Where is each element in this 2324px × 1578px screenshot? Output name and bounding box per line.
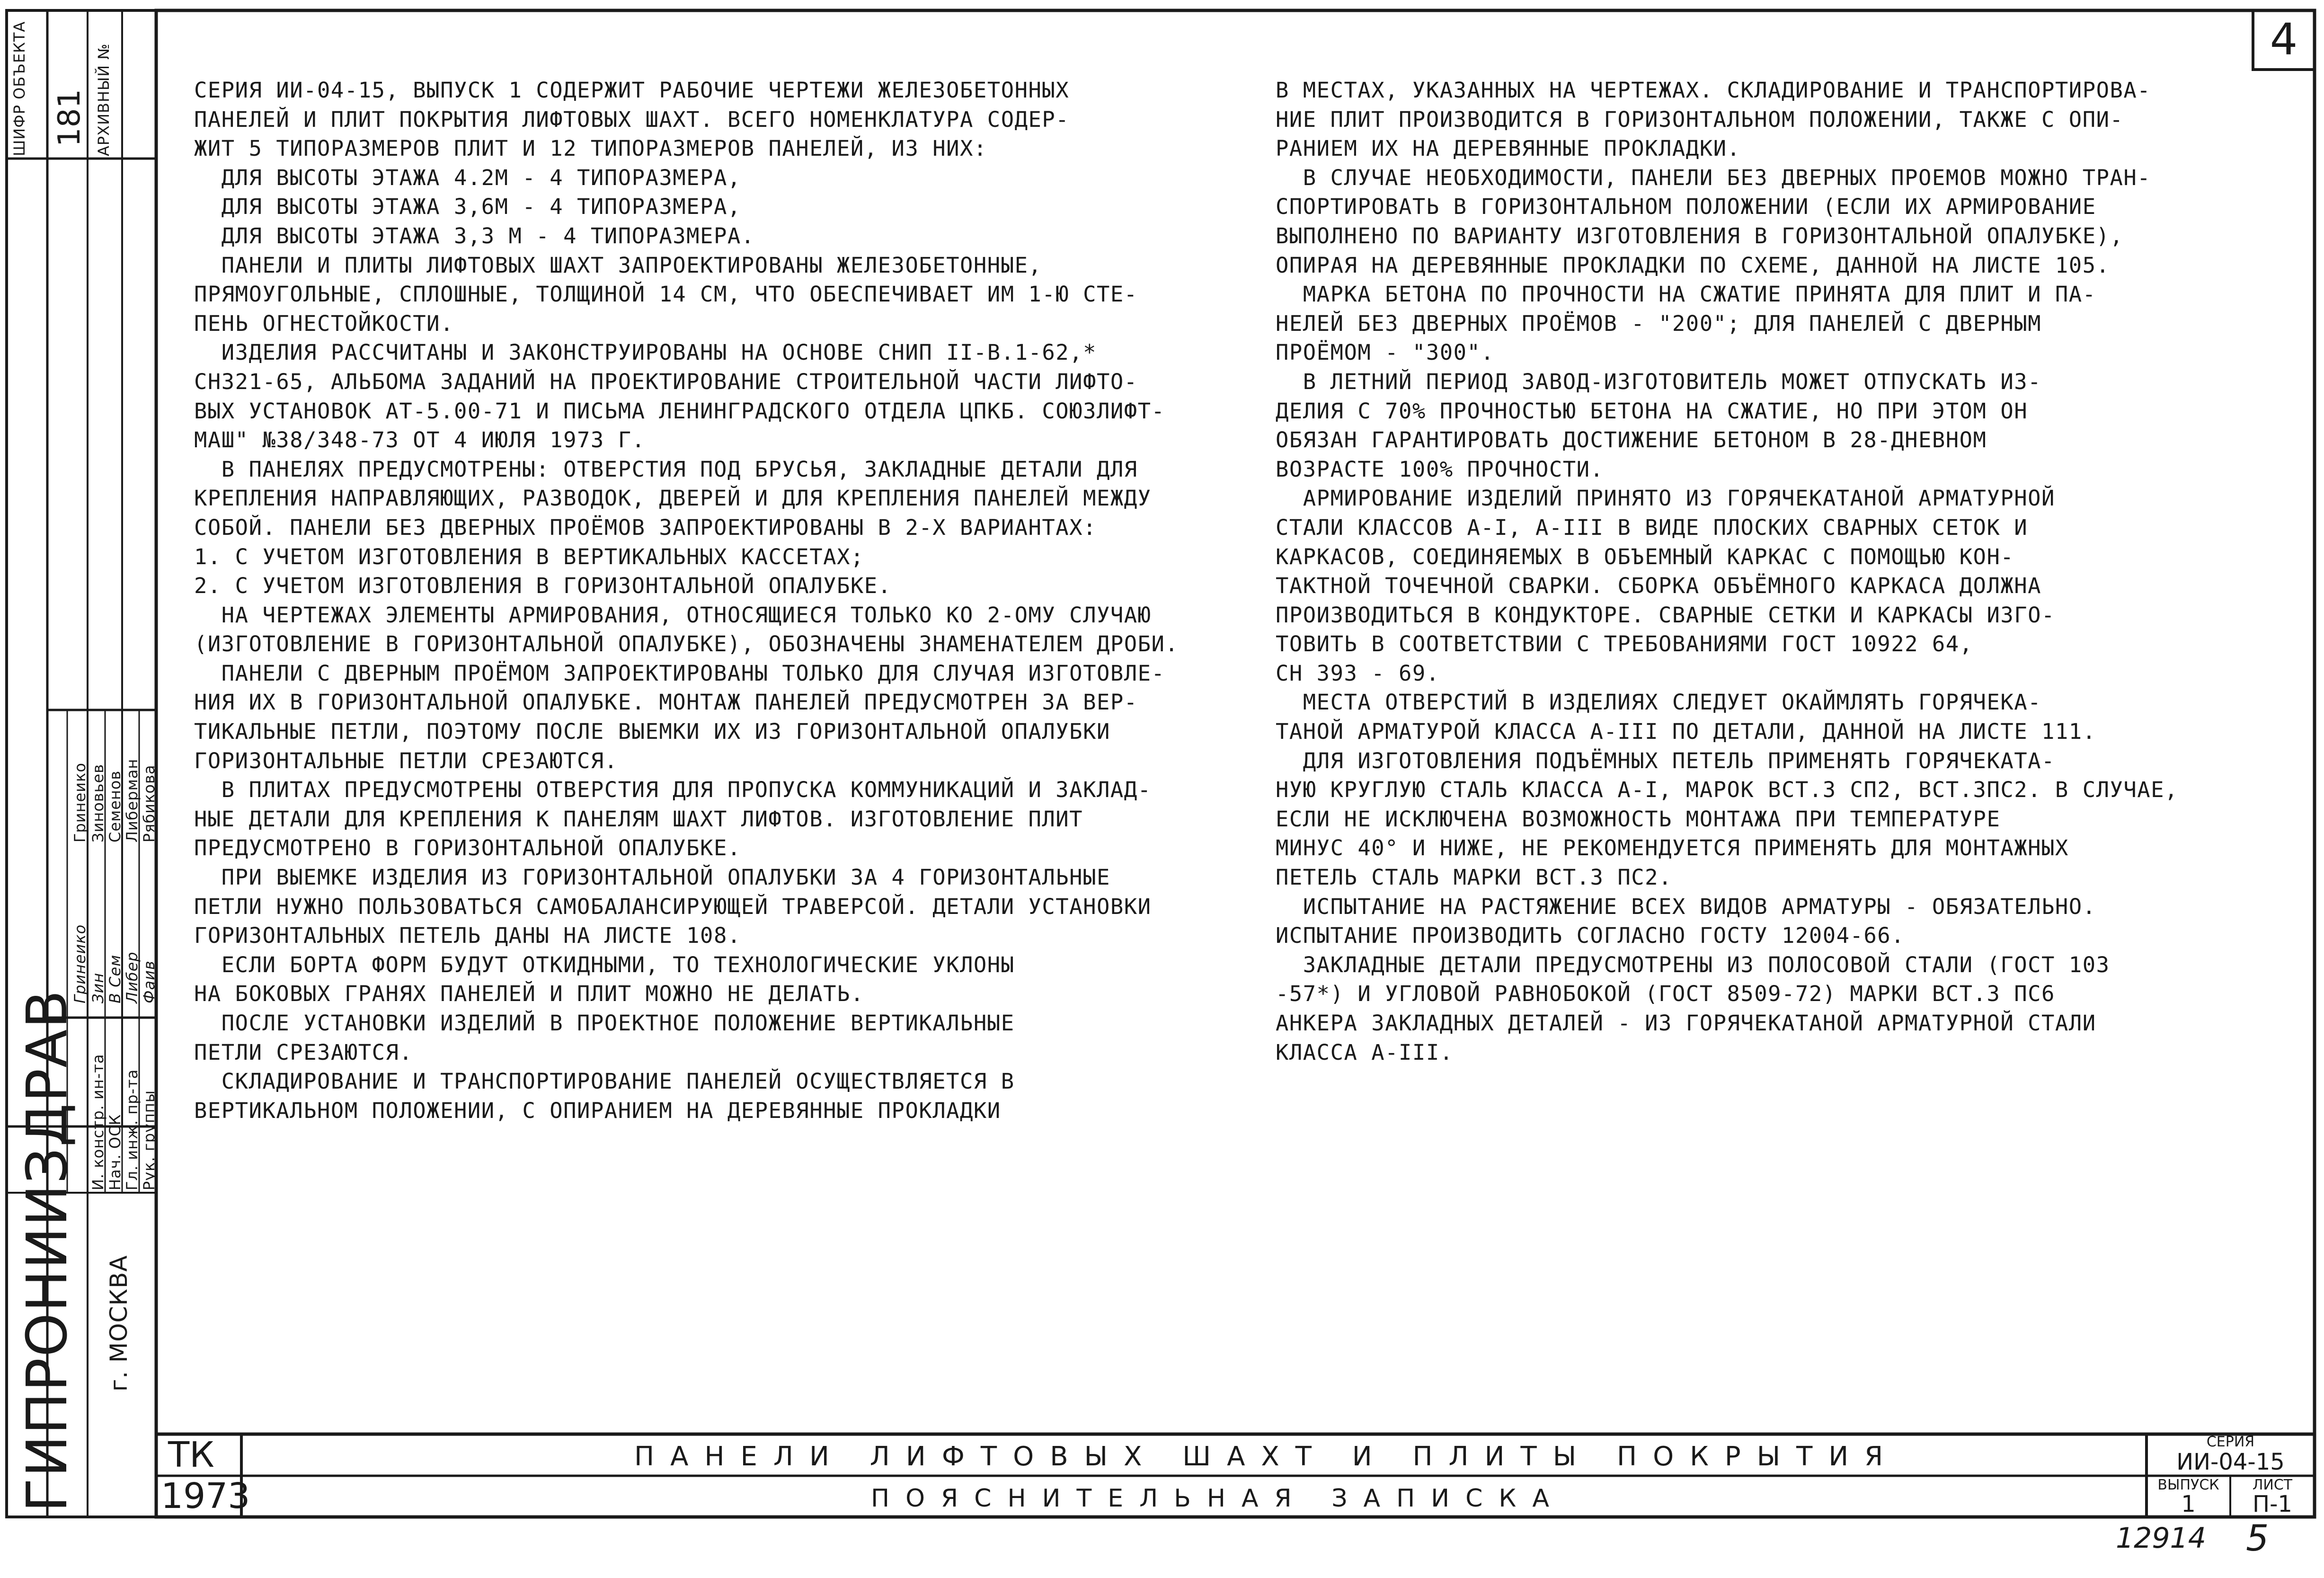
archive-label: АРХИВНЫЙ № bbox=[95, 43, 113, 156]
text-line: МЕСТА ОТВЕРСТИЙ В ИЗДЕЛИЯХ СЛЕДУЕТ ОКАЙМЛЯТЬ ГОРЯЧЕКА- bbox=[1276, 690, 2042, 715]
text-line: ДЛЯ ИЗГОТОВЛЕНИЯ ПОДЪЁМНЫХ ПЕТЕЛЬ ПРИМЕНЯТЬ ГОРЯЧЕКАТА- bbox=[1276, 748, 2055, 773]
text-line: МАРКА БЕТОНА ПО ПРОЧНОСТИ НА СЖАТИЕ ПРИНЯТА ДЛЯ ПЛИТ И ПА- bbox=[1276, 282, 2096, 307]
text-line: СПОРТИРОВАТЬ В ГОРИЗОНТАЛЬНОМ ПОЛОЖЕНИИ (ЕСЛИ ИХ АРМИРОВАНИЕ bbox=[1276, 194, 2096, 220]
text-line: ПЕТЛИ НУЖНО ПОЛЬЗОВАТЬСЯ САМОБАЛАНСИРУЮЩЕЙ ТРАВЕРСОЙ. ДЕТАЛИ УСТАНОВКИ bbox=[194, 894, 1152, 919]
title-sub: ПОЯСНИТЕЛЬНАЯ ЗАПИСКА bbox=[871, 1484, 1565, 1513]
name-5: Гринеико bbox=[71, 762, 89, 842]
issue-label: ВЫПУСК bbox=[2157, 1477, 2219, 1493]
text-line: ИСПЫТАНИЕ НА РАСТЯЖЕНИЕ ВСЕХ ВИДОВ АРМАТУРЫ - ОБЯЗАТЕЛЬНО. bbox=[1276, 894, 2096, 919]
text-line: ПРОИЗВОДИТЬСЯ В КОНДУКТОРЕ. СВАРНЫЕ СЕТКИ И КАРКАСЫ ИЗГО- bbox=[1276, 602, 2055, 628]
role-label-2: Гл. инж. пр-та bbox=[123, 1069, 141, 1190]
text-line: НА ЧЕРТЕЖАХ ЭЛЕМЕНТЫ АРМИРОВАНИЯ, ОТНОСЯЩИЕСЯ ТОЛЬКО КО 2-ОМУ СЛУЧАЮ bbox=[194, 602, 1152, 628]
text-line: ДЛЯ ВЫСОТЫ ЭТАЖА 3,6М - 4 ТИПОРАЗМЕРА, bbox=[194, 194, 741, 220]
text-line: В СЛУЧАЕ НЕОБХОДИМОСТИ, ПАНЕЛИ БЕЗ ДВЕРНЫХ ПРОЕМОВ МОЖНО ТРАН- bbox=[1276, 165, 2151, 190]
sheet-label: ЛИСТ bbox=[2252, 1477, 2293, 1493]
text-line: ТИКАЛЬНЫЕ ПЕТЛИ, ПОЭТОМУ ПОСЛЕ ВЫЕМКИ ИХ ИЗ ГОРИЗОНТАЛЬНОЙ ОПАЛУБКИ bbox=[194, 719, 1110, 745]
object-code-label: ШИФР ОБЪЕКТА bbox=[10, 21, 28, 156]
text-line: СКЛАДИРОВАНИЕ И ТРАНСПОРТИРОВАНИЕ ПАНЕЛЕЙ ОСУЩЕСТВЛЯЕТСЯ В bbox=[194, 1069, 1015, 1094]
text-line: МИНУС 40° И НИЖЕ, НЕ РЕКОМЕНДУЕТСЯ ПРИМЕНЯТЬ ДЛЯ МОНТАЖНЫХ bbox=[1276, 835, 2069, 861]
signature-4: Зин bbox=[89, 972, 107, 1003]
text-line: НЫЕ ДЕТАЛИ ДЛЯ КРЕПЛЕНИЯ К ПАНЕЛЯМ ШАХТ ЛИФТОВ. ИЗГОТОВЛЕНИЕ ПЛИТ bbox=[194, 806, 1083, 832]
role-label-1: Рук. группы bbox=[140, 1090, 158, 1190]
series-value: ИИ-04-15 bbox=[2176, 1449, 2285, 1475]
inventory-number: 12914 bbox=[2116, 1522, 2206, 1555]
text-line: ТАНОЙ АРМАТУРОЙ КЛАССА А-III ПО ДЕТАЛИ, ДАННОЙ НА ЛИСТЕ 111. bbox=[1276, 719, 2096, 745]
signature-2: Либер bbox=[123, 951, 141, 1003]
text-line: ПАНЕЛЕЙ И ПЛИТ ПОКРЫТИЯ ЛИФТОВЫХ ШАХТ. ВСЕГО НОМЕНКЛАТУРА СОДЕР- bbox=[194, 106, 1070, 132]
name-3: Семенов bbox=[106, 770, 124, 842]
text-line: ПЕНЬ ОГНЕСТОЙКОСТИ. bbox=[194, 310, 454, 336]
text-line: ГОРИЗОНТАЛЬНЫЕ ПЕТЛИ СРЕЗАЮТСЯ. bbox=[194, 748, 618, 773]
text-line: КЛАССА А-III. bbox=[1276, 1039, 1454, 1065]
text-line: ПОСЛЕ УСТАНОВКИ ИЗДЕЛИЙ В ПРОЕКТНОЕ ПОЛОЖЕНИЕ ВЕРТИКАЛЬНЫЕ bbox=[194, 1011, 1015, 1036]
object-code: 181 bbox=[52, 89, 87, 147]
text-line: ДЕЛИЯ С 70% ПРОЧНОСТЬЮ БЕТОНА НА СЖАТИЕ, НО ПРИ ЭТОМ ОН bbox=[1276, 398, 2028, 424]
text-line: АРМИРОВАНИЕ ИЗДЕЛИЙ ПРИНЯТО ИЗ ГОРЯЧЕКАТАНОЙ АРМАТУРНОЙ bbox=[1276, 486, 2055, 511]
series-label: СЕРИЯ bbox=[2206, 1434, 2255, 1450]
title-main: ПАНЕЛИ ЛИФТОВЫХ ШАХТ И ПЛИТЫ ПОКРЫТИЯ bbox=[634, 1441, 1899, 1472]
text-line: ИЗДЕЛИЯ РАССЧИТАНЫ И ЗАКОНСТРУИРОВАНЫ НА ОСНОВЕ СНИП II-В.1-62,* bbox=[194, 340, 1097, 365]
text-line: ПЕТЕЛЬ СТАЛЬ МАРКИ ВСТ.3 ПС2. bbox=[1276, 865, 1672, 890]
text-line: ПРЕДУСМОТРЕНО В ГОРИЗОНТАЛЬНОЙ ОПАЛУБКЕ. bbox=[194, 835, 741, 861]
text-line: ВОЗРАСТЕ 100% ПРОЧНОСТИ. bbox=[1276, 456, 1604, 482]
text-line: В МЕСТАХ, УКАЗАННЫХ НА ЧЕРТЕЖАХ. СКЛАДИРОВАНИЕ И ТРАНСПОРТИРОВА- bbox=[1276, 78, 2151, 103]
text-line: ПРОЁМОМ - "300". bbox=[1276, 340, 1495, 365]
text-line: СОБОЙ. ПАНЕЛИ БЕЗ ДВЕРНЫХ ПРОЁМОВ ЗАПРОЕКТИРОВАНЫ В 2-Х ВАРИАНТАХ: bbox=[194, 514, 1097, 540]
name-2: Либерман bbox=[123, 758, 141, 842]
sheet-value: П-1 bbox=[2253, 1491, 2292, 1517]
signature-3: В Сем bbox=[106, 954, 124, 1003]
text-line: НЕЛЕЙ БЕЗ ДВЕРНЫХ ПРОЁМОВ - "200"; ДЛЯ ПАНЕЛЕЙ С ДВЕРНЫМ bbox=[1276, 310, 2042, 336]
text-line: ЕСЛИ НЕ ИСКЛЮЧЕНА ВОЗМОЖНОСТЬ МОНТАЖА ПРИ ТЕМПЕРАТУРЕ bbox=[1276, 806, 2001, 832]
text-line: ГОРИЗОНТАЛЬНЫХ ПЕТЕЛЬ ДАНЫ НА ЛИСТЕ 108. bbox=[194, 923, 741, 949]
text-line: НИЕ ПЛИТ ПРОИЗВОДИТСЯ В ГОРИЗОНТАЛЬНОМ ПОЛОЖЕНИИ, ТАКЖЕ С ОПИ- bbox=[1276, 106, 2124, 132]
signature-5: Гринеико bbox=[71, 924, 89, 1003]
text-line: ПРИ ВЫЕМКЕ ИЗДЕЛИЯ ИЗ ГОРИЗОНТАЛЬНОЙ ОПАЛУБКИ ЗА 4 ГОРИЗОНТАЛЬНЫЕ bbox=[194, 865, 1110, 890]
text-line: СН 393 - 69. bbox=[1276, 660, 1440, 686]
text-line: СН321-65, АЛЬБОМА ЗАДАНИЙ НА ПРОЕКТИРОВАНИЕ СТРОИТЕЛЬНОЙ ЧАСТИ ЛИФТО- bbox=[194, 369, 1138, 394]
notes-column-right bbox=[1276, 76, 2322, 1067]
text-line: ДЛЯ ВЫСОТЫ ЭТАЖА 3,3 М - 4 ТИПОРАЗМЕРА. bbox=[194, 223, 755, 248]
text-line: ЕСЛИ БОРТА ФОРМ БУДУТ ОТКИДНЫМИ, ТО ТЕХНОЛОГИЧЕСКИЕ УКЛОНЫ bbox=[194, 952, 1015, 977]
text-line: ПРЯМОУГОЛЬНЫЕ, СПЛОШНЫЕ, ТОЛЩИНОЙ 14 СМ, ЧТО ОБЕСПЕЧИВАЕТ ИМ 1-Ю СТЕ- bbox=[194, 282, 1138, 307]
title-year: 1973 bbox=[161, 1476, 250, 1516]
text-line: ВЫХ УСТАНОВОК АТ-5.00-71 И ПИСЬМА ЛЕНИНГРАДСКОГО ОТДЕЛА ЦПКБ. СОЮЗЛИФТ- bbox=[194, 398, 1165, 424]
title-code: ТК bbox=[168, 1435, 214, 1475]
text-line: ИСПЫТАНИЕ ПРОИЗВОДИТЬ СОГЛАСНО ГОСТУ 12004-66. bbox=[1276, 923, 1905, 949]
text-line: НУЮ КРУГЛУЮ СТАЛЬ КЛАССА А-I, МАРОК ВСТ.3 СП2, ВСТ.3ПС2. В СЛУЧАЕ, bbox=[1276, 777, 2178, 803]
text-line: НИЯ ИХ В ГОРИЗОНТАЛЬНОЙ ОПАЛУБКЕ. МОНТАЖ ПАНЕЛЕЙ ПРЕДУСМОТРЕН ЗА ВЕР- bbox=[194, 690, 1138, 715]
text-line: ПАНЕЛИ С ДВЕРНЫМ ПРОЁМОМ ЗАПРОЕКТИРОВАНЫ ТОЛЬКО ДЛЯ СЛУЧАЯ ИЗГОТОВЛЕ- bbox=[194, 660, 1165, 686]
text-line: 1. С УЧЕТОМ ИЗГОТОВЛЕНИЯ В ВЕРТИКАЛЬНЫХ КАССЕТАХ; bbox=[194, 544, 864, 569]
name-4: Зиновьев bbox=[89, 763, 107, 842]
text-line: КАРКАСОВ, СОЕДИНЯЕМЫХ В ОБЪЕМНЫЙ КАРКАС С ПОМОЩЬЮ КОН- bbox=[1276, 544, 2014, 569]
text-line: НА БОКОВЫХ ГРАНЯХ ПАНЕЛЕЙ И ПЛИТ МОЖНО НЕ ДЕЛАТЬ. bbox=[194, 981, 864, 1007]
text-line: МАШ" №38/348-73 ОТ 4 ИЮЛЯ 1973 Г. bbox=[194, 427, 646, 453]
text-line: -57*) И УГЛОВОЙ РАВНОБОКОЙ (ГОСТ 8509-72) МАРКИ ВСТ.3 ПС6 bbox=[1276, 981, 2055, 1007]
city: г. МОСКВА bbox=[105, 1255, 133, 1392]
text-line: РАНИЕМ ИХ НА ДЕРЕВЯННЫЕ ПРОКЛАДКИ. bbox=[1276, 136, 1741, 161]
text-line: ТАКТНОЙ ТОЧЕЧНОЙ СВАРКИ. СБОРКА ОБЪЁМНОГО КАРКАСА ДОЛЖНА bbox=[1276, 573, 2042, 599]
notes-column-left bbox=[194, 76, 1235, 1125]
text-line: ПЕТЛИ СРЕЗАЮТСЯ. bbox=[194, 1039, 413, 1065]
issue-value: 1 bbox=[2181, 1491, 2196, 1517]
text-line: ОБЯЗАН ГАРАНТИРОВАТЬ ДОСТИЖЕНИЕ БЕТОНОМ В 28-ДНЕВНОМ bbox=[1276, 427, 1987, 453]
text-line: ПАНЕЛИ И ПЛИТЫ ЛИФТОВЫХ ШАХТ ЗАПРОЕКТИРОВАНЫ ЖЕЛЕЗОБЕТОННЫЕ, bbox=[194, 252, 1042, 278]
sheet-number: 4 bbox=[2270, 14, 2298, 65]
text-line: ТОВИТЬ В СООТВЕТСТВИИ С ТРЕБОВАНИЯМИ ГОСТ 10922 64, bbox=[1276, 631, 1973, 657]
text-line: СТАЛИ КЛАССОВ А-I, А-III В ВИДЕ ПЛОСКИХ СВАРНЫХ СЕТОК И bbox=[1276, 514, 2028, 540]
text-line: В ЛЕТНИЙ ПЕРИОД ЗАВОД-ИЗГОТОВИТЕЛЬ МОЖЕТ ОТПУСКАТЬ ИЗ- bbox=[1276, 369, 2042, 394]
organization-name: ГИПРОНИИЗДРАВ bbox=[14, 989, 80, 1512]
text-line: СЕРИЯ ИИ-04-15, ВЫПУСК 1 СОДЕРЖИТ РАБОЧИЕ ЧЕРТЕЖИ ЖЕЛЕЗОБЕТОННЫХ bbox=[194, 78, 1070, 103]
text-line: (ИЗГОТОВЛЕНИЕ В ГОРИЗОНТАЛЬНОЙ ОПАЛУБКЕ), ОБОЗНАЧЕНЫ ЗНАМЕНАТЕЛЕМ ДРОБИ. bbox=[194, 631, 1179, 657]
text-line: АНКЕРА ЗАКЛАДНЫХ ДЕТАЛЕЙ - ИЗ ГОРЯЧЕКАТАНОЙ АРМАТУРНОЙ СТАЛИ bbox=[1276, 1011, 2096, 1036]
text-line: КРЕПЛЕНИЯ НАПРАВЛЯЮЩИХ, РАЗВОДОК, ДВЕРЕЙ И ДЛЯ КРЕПЛЕНИЯ ПАНЕЛЕЙ МЕЖДУ bbox=[194, 486, 1152, 511]
text-line: 2. С УЧЕТОМ ИЗГОТОВЛЕНИЯ В ГОРИЗОНТАЛЬНОЙ ОПАЛУБКЕ. bbox=[194, 573, 892, 599]
signature-1: Фаив bbox=[140, 960, 158, 1003]
text-line: В ПЛИТАХ ПРЕДУСМОТРЕНЫ ОТВЕРСТИЯ ДЛЯ ПРОПУСКА КОММУНИКАЦИЙ И ЗАКЛАД- bbox=[194, 777, 1152, 803]
text-line: ДЛЯ ВЫСОТЫ ЭТАЖА 4.2М - 4 ТИПОРАЗМЕРА, bbox=[194, 165, 741, 190]
text-line: ЗАКЛАДНЫЕ ДЕТАЛИ ПРЕДУСМОТРЕНЫ ИЗ ПОЛОСОВОЙ СТАЛИ (ГОСТ 103 bbox=[1276, 952, 2110, 977]
text-line: В ПАНЕЛЯХ ПРЕДУСМОТРЕНЫ: ОТВЕРСТИЯ ПОД БРУСЬЯ, ЗАКЛАДНЫЕ ДЕТАЛИ ДЛЯ bbox=[194, 456, 1138, 482]
role-label-3: Нач. ОСК bbox=[106, 1114, 124, 1190]
text-line: ВЫПОЛНЕНО ПО ВАРИАНТУ ИЗГОТОВЛЕНИЯ В ГОРИЗОНТАЛЬНОЙ ОПАЛУБКЕ), bbox=[1276, 223, 2124, 248]
text-line: ЖИТ 5 ТИПОРАЗМЕРОВ ПЛИТ И 12 ТИПОРАЗМЕРОВ ПАНЕЛЕЙ, ИЗ НИХ: bbox=[194, 136, 987, 161]
text-line: ВЕРТИКАЛЬНОМ ПОЛОЖЕНИИ, С ОПИРАНИЕМ НА ДЕРЕВЯННЫЕ ПРОКЛАДКИ bbox=[194, 1098, 1001, 1123]
page-number: 5 bbox=[2246, 1517, 2269, 1559]
role-label-4: И. констр. ин-та bbox=[89, 1054, 107, 1190]
text-line: ОПИРАЯ НА ДЕРЕВЯННЫЕ ПРОКЛАДКИ ПО СХЕМЕ, ДАННОЙ НА ЛИСТЕ 105. bbox=[1276, 252, 2110, 278]
name-1: Рябикова bbox=[140, 764, 158, 842]
